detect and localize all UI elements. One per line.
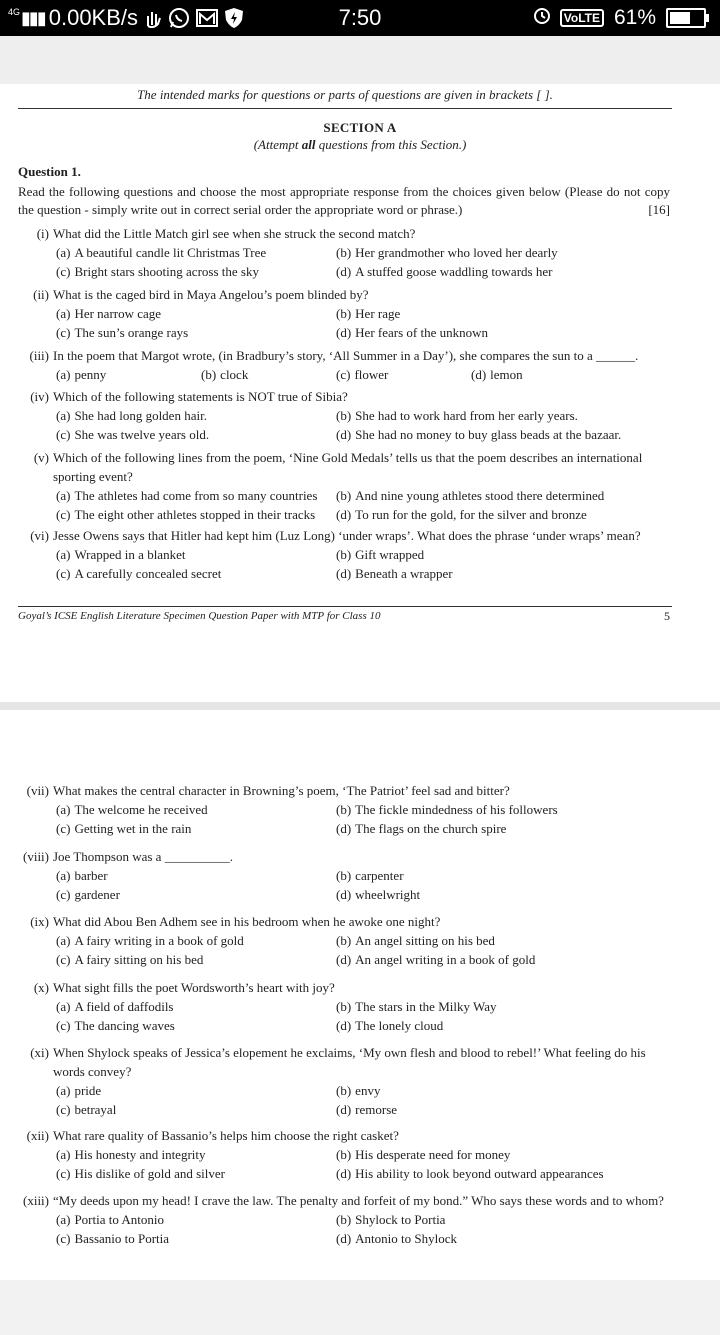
option-text: A carefully concealed secret <box>74 566 222 581</box>
option-letter: (d) <box>336 887 352 902</box>
option-letter: (d) <box>336 1018 352 1033</box>
options-grid <box>18 406 674 444</box>
answer-option <box>56 486 336 505</box>
option-letter: (a) <box>56 408 71 423</box>
answer-option <box>56 564 336 583</box>
battery-percent: 61% <box>613 6 656 29</box>
question-number: (ii) <box>33 287 49 302</box>
option-letter: (c) <box>336 367 351 382</box>
question-text: What rare quality of Bassanio’s helps him choose the right casket? <box>53 1128 399 1143</box>
answer-option <box>56 1081 336 1100</box>
answer-option <box>56 425 336 444</box>
answer-option <box>336 243 676 262</box>
options-grid <box>18 866 674 904</box>
answer-option <box>336 1164 676 1183</box>
answer-option <box>336 545 676 564</box>
battery-icon <box>666 8 706 28</box>
option-letter: (b) <box>336 1083 352 1098</box>
option-text: A field of daffodils <box>74 999 174 1014</box>
option-text: Beneath a wrapper <box>355 566 453 581</box>
option-text: Her rage <box>355 306 401 321</box>
option-letter: (d) <box>336 1231 352 1246</box>
options-grid <box>18 931 674 969</box>
option-letter: (c) <box>56 887 71 902</box>
option-text: The athletes had come from so many countries <box>74 488 318 503</box>
question-number: (xi) <box>30 1045 49 1060</box>
question-text: When Shylock speaks of Jessica’s elopement he exclaims, ‘My own flesh and blood to rebel!’ What feeling do his words convey? <box>53 1045 646 1079</box>
option-letter: (a) <box>56 488 71 503</box>
battery-fill <box>670 12 690 24</box>
option-text: Portia to Antonio <box>74 1212 164 1227</box>
option-letter: (b) <box>336 547 352 562</box>
question-title: Question 1. <box>18 164 81 179</box>
marks-note: The intended marks for questions or parts of questions are given in brackets [ ]. <box>137 87 553 102</box>
option-text: The lonely cloud <box>355 1018 444 1033</box>
option-letter: (a) <box>56 802 71 817</box>
options-grid <box>18 1145 674 1183</box>
option-text: penny <box>74 367 107 382</box>
answer-option <box>56 1100 336 1119</box>
answer-option <box>56 866 336 885</box>
answer-option <box>336 1016 676 1035</box>
option-text: The welcome he received <box>74 802 208 817</box>
question-item <box>18 526 674 583</box>
option-text: Bassanio to Portia <box>74 1231 170 1246</box>
page-separator <box>0 702 720 710</box>
option-letter: (c) <box>56 1102 71 1117</box>
option-text: A beautiful candle lit Christmas Tree <box>74 245 267 260</box>
option-letter: (d) <box>336 952 352 967</box>
options-grid <box>18 1081 674 1119</box>
option-letter: (b) <box>336 802 352 817</box>
answer-option <box>56 1145 336 1164</box>
option-text: A fairy writing in a book of gold <box>74 933 244 948</box>
answer-option <box>201 365 336 384</box>
option-text: betrayal <box>74 1102 117 1117</box>
option-text: His honesty and integrity <box>74 1147 206 1162</box>
question-item <box>18 978 674 1035</box>
option-text: The fickle mindedness of his followers <box>355 802 558 817</box>
section-title: SECTION A <box>323 120 397 135</box>
page-footer: Goyal’s ICSE English Literature Specimen Question Paper with MTP for Class 10 <box>18 610 381 622</box>
section-subtitle: (Attempt all questions from this Section.) <box>253 137 467 152</box>
option-letter: (c) <box>56 952 71 967</box>
option-text: Bright stars shooting across the sky <box>74 264 259 279</box>
question-item <box>18 847 674 904</box>
option-letter: (a) <box>56 547 71 562</box>
options-grid <box>18 486 674 524</box>
network-speed: 0.00KB/s <box>48 5 139 30</box>
header-rule <box>18 108 672 109</box>
option-letter: (d) <box>336 325 352 340</box>
option-letter: (b) <box>336 933 352 948</box>
answer-option <box>336 406 676 425</box>
answer-option <box>336 1210 676 1229</box>
question-number: (xiii) <box>23 1193 49 1208</box>
option-letter: (d) <box>336 264 352 279</box>
option-text: She had no money to buy glass beads at the bazaar. <box>355 427 622 442</box>
answer-option <box>56 885 336 904</box>
option-letter: (a) <box>56 1212 71 1227</box>
option-letter: (d) <box>336 566 352 581</box>
alarm-icon <box>532 5 552 31</box>
answer-option <box>336 866 676 885</box>
question-text: Jesse Owens says that Hitler had kept him (Luz Long) ‘under wraps’. What does the phrase ‘under wraps’ mean? <box>53 528 641 543</box>
answer-option <box>56 950 336 969</box>
answer-option <box>336 819 676 838</box>
question-number: (iii) <box>29 348 49 363</box>
answer-option <box>336 885 676 904</box>
option-letter: (d) <box>336 507 352 522</box>
answer-option <box>56 545 336 564</box>
option-text: clock <box>220 367 249 382</box>
option-letter: (b) <box>336 1147 352 1162</box>
option-text: To run for the gold, for the silver and bronze <box>355 507 587 522</box>
question-item <box>18 1191 674 1248</box>
question-text: What did Abou Ben Adhem see in his bedroom when he awoke one night? <box>53 914 441 929</box>
option-text: A fairy sitting on his bed <box>74 952 204 967</box>
question-item <box>18 448 674 524</box>
option-text: barber <box>74 868 108 883</box>
options-grid <box>18 800 674 838</box>
question-number: (ix) <box>30 914 49 929</box>
watermark <box>300 1241 438 1335</box>
answer-option <box>56 262 336 281</box>
question-number: (i) <box>36 226 49 241</box>
option-letter: (a) <box>56 868 71 883</box>
option-letter: (b) <box>336 408 352 423</box>
option-text: gardener <box>74 887 120 902</box>
answer-option <box>56 365 201 384</box>
question-text: What makes the central character in Browning’s poem, ‘The Patriot’ feel sad and bitter? <box>53 783 510 798</box>
question-item <box>18 285 674 342</box>
option-text: carpenter <box>355 868 404 883</box>
answer-option <box>471 365 601 384</box>
answer-option <box>336 931 676 950</box>
options-grid <box>18 1210 674 1248</box>
answer-option <box>336 950 676 969</box>
answer-option <box>336 1145 676 1164</box>
question-item <box>18 387 674 444</box>
answer-option <box>336 1081 676 1100</box>
option-letter: (c) <box>56 325 71 340</box>
option-text: And nine young athletes stood there determined <box>355 488 605 503</box>
option-letter: (b) <box>336 1212 352 1227</box>
option-letter: (c) <box>56 566 71 581</box>
option-letter: (a) <box>56 367 71 382</box>
option-letter: (a) <box>56 999 71 1014</box>
question-text: What did the Little Match girl see when she struck the second match? <box>53 226 416 241</box>
option-letter: (d) <box>336 1102 352 1117</box>
options-grid <box>18 365 674 384</box>
option-text: Her fears of the unknown <box>355 325 489 340</box>
question-item <box>18 912 674 969</box>
question-text: What sight fills the poet Wordsworth’s heart with joy? <box>53 980 335 995</box>
question-number: (xii) <box>26 1128 49 1143</box>
option-letter: (a) <box>56 245 71 260</box>
question-item <box>18 1043 674 1119</box>
answer-option <box>336 304 676 323</box>
option-letter: (c) <box>56 1231 71 1246</box>
option-text: She was twelve years old. <box>74 427 210 442</box>
question-number: (iv) <box>30 389 49 404</box>
signal-icon: ▮▮▮ <box>21 7 45 28</box>
option-text: remorse <box>355 1102 398 1117</box>
question-number: (vi) <box>30 528 49 543</box>
answer-option <box>56 323 336 342</box>
answer-option <box>336 1229 676 1248</box>
option-text: pride <box>74 1083 102 1098</box>
option-letter: (c) <box>56 1166 71 1181</box>
document-page-5 <box>0 84 720 702</box>
footer-rule <box>18 606 672 607</box>
option-letter: (a) <box>56 306 71 321</box>
option-text: The dancing waves <box>74 1018 175 1033</box>
option-letter: (c) <box>56 427 71 442</box>
status-right <box>532 4 706 32</box>
option-letter: (c) <box>56 1018 71 1033</box>
option-text: A stuffed goose waddling towards her <box>355 264 553 279</box>
option-text: The flags on the church spire <box>355 821 507 836</box>
question-text: In the poem that Margot wrote, (in Bradbury’s story, ‘All Summer in a Day’), she compares the sun to a ______. <box>53 348 639 363</box>
options-grid <box>18 243 674 281</box>
option-text: Antonio to Shylock <box>355 1231 458 1246</box>
answer-option <box>336 425 676 444</box>
question-text: What is the caged bird in Maya Angelou’s poem blinded by? <box>53 287 369 302</box>
answer-option <box>56 505 336 524</box>
option-letter: (c) <box>56 264 71 279</box>
viewer-toolbar-area <box>0 36 720 84</box>
option-text: Wrapped in a blanket <box>74 547 186 562</box>
options-grid <box>18 545 674 583</box>
question-text: “My deeds upon my head! I crave the law. The penalty and forfeit of my bond.” Who says these words and to whom? <box>53 1193 664 1208</box>
answer-option <box>56 1229 336 1248</box>
option-letter: (c) <box>56 507 71 522</box>
option-text: Gift wrapped <box>355 547 425 562</box>
option-letter: (a) <box>56 1147 71 1162</box>
option-text: The stars in the Milky Way <box>355 999 497 1014</box>
options-grid <box>18 997 674 1035</box>
option-letter: (b) <box>336 999 352 1014</box>
answer-option <box>336 365 471 384</box>
answer-option <box>336 262 676 281</box>
option-letter: (b) <box>201 367 217 382</box>
option-letter: (a) <box>56 933 71 948</box>
answer-option <box>56 406 336 425</box>
option-text: lemon <box>490 367 523 382</box>
answer-option <box>336 800 676 819</box>
question-text: Joe Thompson was a __________. <box>53 849 233 864</box>
option-letter: (d) <box>336 1166 352 1181</box>
option-text: An angel writing in a book of gold <box>355 952 536 967</box>
answer-option <box>336 997 676 1016</box>
option-text: Getting wet in the rain <box>74 821 192 836</box>
question-number: (viii) <box>23 849 49 864</box>
instructions: Read the following questions and choose the most appropriate response from the choices given below (Please do not copy the question - simply write out in correct serial order the appropriate word or phrase.) [16] <box>18 184 670 217</box>
option-letter: (b) <box>336 868 352 883</box>
option-letter: (a) <box>56 1083 71 1098</box>
question-item <box>18 224 674 281</box>
question-number: (x) <box>33 980 49 995</box>
status-bar <box>0 0 720 36</box>
answer-option <box>336 486 676 505</box>
question-text: Which of the following lines from the poem, ‘Nine Gold Medals’ tells us that the poem describes an international sporting event? <box>53 450 643 484</box>
answer-option <box>56 304 336 323</box>
option-letter: (d) <box>336 821 352 836</box>
option-letter: (c) <box>56 821 71 836</box>
answer-option <box>56 819 336 838</box>
answer-option <box>56 1016 336 1035</box>
question-number: (v) <box>33 450 49 465</box>
option-text: envy <box>355 1083 381 1098</box>
answer-option <box>56 997 336 1016</box>
option-text: She had to work hard from her early years. <box>355 408 578 423</box>
network-type: 4G <box>8 7 21 17</box>
option-text: His dislike of gold and silver <box>74 1166 226 1181</box>
question-item <box>18 781 674 838</box>
volte-badge: VoLTE <box>560 9 604 27</box>
option-letter: (b) <box>336 306 352 321</box>
option-text: Shylock to Portia <box>355 1212 446 1227</box>
answer-option <box>336 505 676 524</box>
marks: [16] <box>648 202 670 217</box>
option-text: His desperate need for money <box>355 1147 511 1162</box>
document-page-6 <box>0 710 720 1280</box>
question-number: (vii) <box>26 783 49 798</box>
option-letter: (d) <box>471 367 487 382</box>
page-number: 5 <box>664 609 670 623</box>
option-text: wheelwright <box>355 887 421 902</box>
option-text: Her narrow cage <box>74 306 162 321</box>
answer-option <box>336 323 676 342</box>
answer-option <box>56 800 336 819</box>
answer-option <box>336 1100 676 1119</box>
option-text: Her grandmother who loved her dearly <box>355 245 558 260</box>
option-text: She had long golden hair. <box>74 408 207 423</box>
option-letter: (b) <box>336 488 352 503</box>
option-text: The sun’s orange rays <box>74 325 189 340</box>
option-text: flower <box>354 367 389 382</box>
option-letter: (d) <box>336 427 352 442</box>
option-text: His ability to look beyond outward appearances <box>355 1166 604 1181</box>
option-text: The eight other athletes stopped in their tracks <box>74 507 316 522</box>
clock: 7:50 <box>338 5 382 30</box>
answer-option <box>56 1164 336 1183</box>
option-letter: (b) <box>336 245 352 260</box>
question-item <box>18 1126 674 1183</box>
answer-option <box>56 1210 336 1229</box>
option-text: An angel sitting on his bed <box>355 933 495 948</box>
answer-option <box>56 931 336 950</box>
question-text: Which of the following statements is NOT true of Sibia? <box>53 389 348 404</box>
answer-option <box>336 564 676 583</box>
answer-option <box>56 243 336 262</box>
options-grid <box>18 304 674 342</box>
question-item <box>18 346 674 384</box>
